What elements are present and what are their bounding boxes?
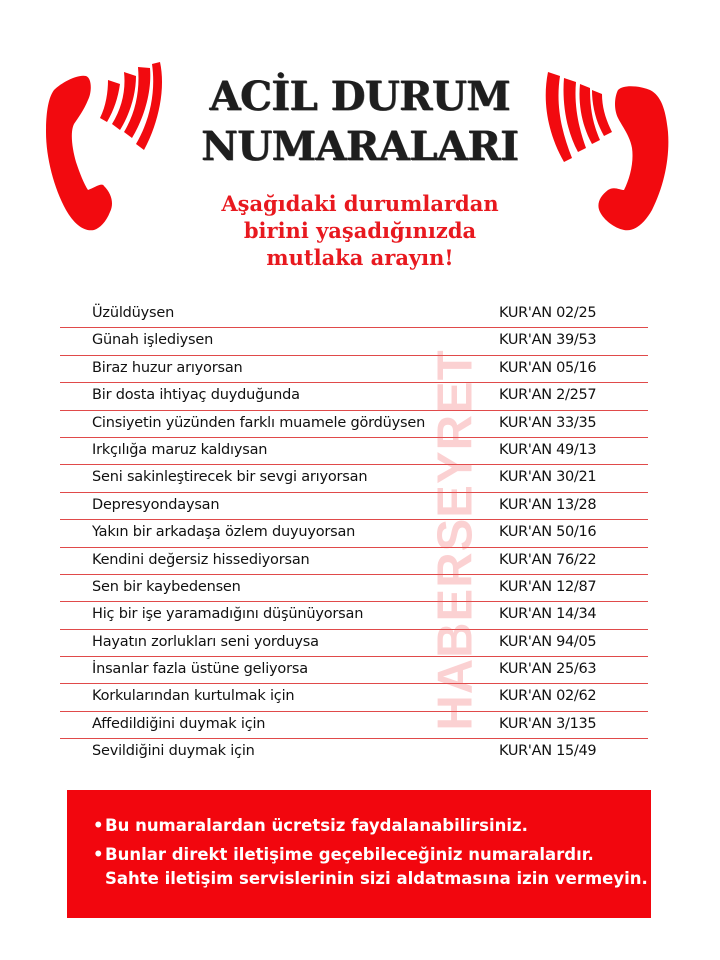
table-row (60, 356, 648, 383)
notice-text: Bunlar direkt iletişime geçebileceğiniz numaralardır. (105, 845, 594, 864)
table-row (60, 602, 648, 629)
situation-text: Hiç bir işe yaramadığını düşünüyorsan (92, 606, 364, 623)
situation-text: Kendini değersiz hissediyorsan (92, 551, 310, 568)
table-row (60, 301, 648, 328)
bullet-icon: • (93, 816, 104, 835)
situation-text: Biraz huzur arıyorsan (92, 359, 243, 376)
notice-item (93, 814, 651, 838)
notice-text: Sahte iletişim servislerinin sizi aldatmasına izin vermeyin. (105, 869, 648, 888)
situation-text: Üzüldüysen (92, 305, 175, 321)
situation-text: Depresyondaysan (92, 496, 220, 513)
reference-number: KUR'AN 50/16 (499, 524, 597, 541)
situation-text: Sevildiğini duymak için (92, 743, 255, 760)
table-row (60, 575, 648, 602)
subtitle-line: mutlaka arayın! (266, 245, 454, 270)
situation-text: Günah işlediysen (92, 332, 214, 349)
situation-text: Hayatın zorlukları seni yorduysa (92, 633, 319, 650)
reference-number: KUR'AN 13/28 (499, 496, 597, 513)
reference-number: KUR'AN 33/35 (499, 414, 597, 431)
reference-number: KUR'AN 3/135 (499, 715, 597, 732)
reference-number: KUR'AN 49/13 (499, 441, 597, 458)
table-row (60, 712, 648, 739)
page-title-line-1: ACİL DURUM (209, 73, 511, 120)
table-row (60, 684, 648, 711)
reference-number: KUR'AN 15/49 (499, 743, 597, 760)
notice-item (93, 843, 651, 891)
table-row (60, 520, 648, 547)
reference-number: KUR'AN 30/21 (499, 469, 597, 486)
table-row (60, 383, 648, 410)
reference-number: KUR'AN 02/25 (499, 305, 597, 321)
table-row (60, 630, 648, 657)
situation-text: Sen bir kaybedensen (92, 578, 241, 595)
notice-box (67, 790, 651, 918)
reference-number: KUR'AN 94/05 (499, 633, 597, 650)
table-row (60, 411, 648, 438)
situation-text: Korkularından kurtulmak için (92, 688, 295, 705)
table-row (60, 438, 648, 465)
table-row (60, 739, 648, 766)
reference-number: KUR'AN 02/62 (499, 688, 597, 705)
subtitle-line: Aşağıdaki durumlardan (221, 191, 499, 216)
situation-text: Yakın bir arkadaşa özlem duyuyorsan (92, 524, 356, 541)
table-row (60, 465, 648, 492)
watermark-text: HABERSEYRET (429, 349, 483, 731)
situation-text: Bir dosta ihtiyaç duyduğunda (92, 387, 300, 404)
reference-number: KUR'AN 2/257 (499, 387, 597, 404)
reference-number: KUR'AN 39/53 (499, 332, 597, 349)
table-row (60, 657, 648, 684)
emergency-numbers-table (60, 301, 648, 767)
notice-text: Bu numaralardan ücretsiz faydalanabilirsiniz. (105, 816, 528, 835)
table-row (60, 328, 648, 355)
situation-text: Irkçılığa maruz kaldıysan (92, 441, 268, 458)
situation-text: Affedildiğini duymak için (92, 715, 266, 732)
table-row (60, 548, 648, 575)
situation-text: İnsanlar fazla üstüne geliyorsa (92, 661, 308, 678)
reference-number: KUR'AN 14/34 (499, 606, 597, 623)
reference-number: KUR'AN 12/87 (499, 578, 597, 595)
situation-text: Cinsiyetin yüzünden farklı muamele gördüysen (92, 414, 426, 431)
reference-number: KUR'AN 05/16 (499, 359, 597, 376)
bullet-icon: • (93, 845, 104, 864)
reference-number: KUR'AN 25/63 (499, 661, 597, 678)
reference-number: KUR'AN 76/22 (499, 551, 597, 568)
table-row (60, 493, 648, 520)
subtitle-line: birini yaşadığınızda (243, 218, 477, 243)
page-title-line-2: NUMARALARI (201, 123, 519, 170)
situation-text: Seni sakinleştirecek bir sevgi arıyorsan (92, 469, 368, 486)
subtitle (170, 190, 550, 271)
